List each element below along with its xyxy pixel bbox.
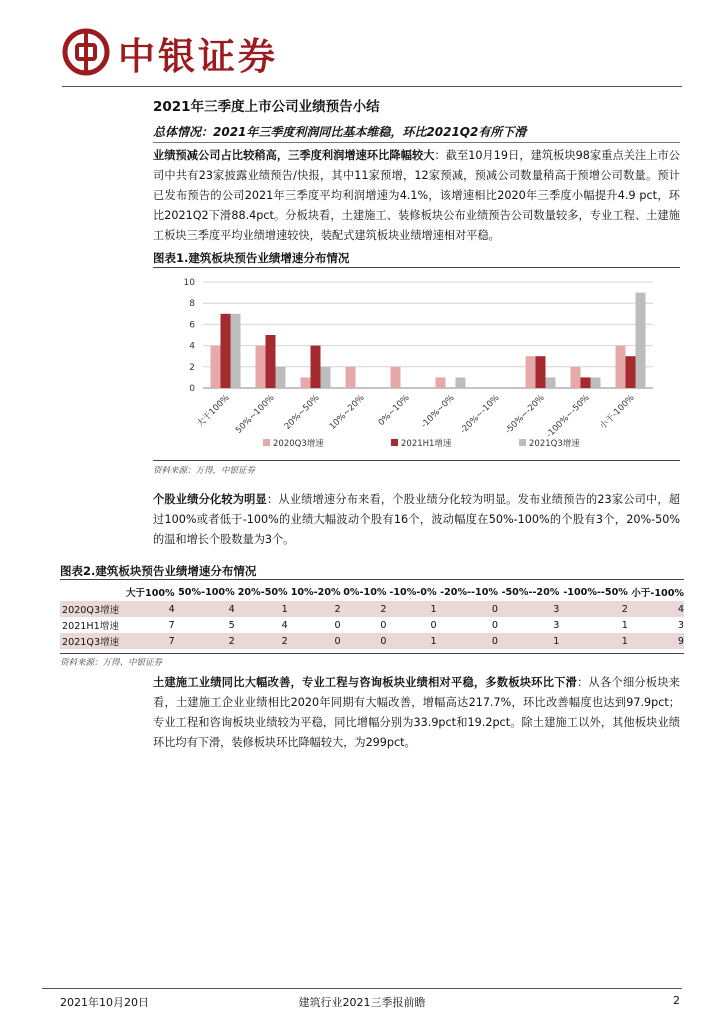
- footer-report-name: 建筑行业2021三季报前瞻: [298, 996, 426, 1009]
- table-cell: 4: [281, 619, 288, 631]
- bar: [616, 346, 626, 388]
- x-tick-label: 10%~20%: [327, 393, 367, 432]
- table-header-cell: -20%--10%: [440, 586, 498, 598]
- bar: [391, 367, 401, 388]
- paragraph-divergence: [153, 490, 680, 550]
- table-cell: 3: [677, 619, 684, 631]
- footer-divider: [42, 988, 682, 989]
- header-divider: [62, 86, 682, 87]
- table-row: [60, 601, 684, 617]
- table-cell: 4: [628, 601, 684, 617]
- y-tick-label: 10: [183, 278, 195, 288]
- bar: [456, 377, 466, 388]
- table-header-cell: 0%-10%: [343, 586, 387, 598]
- x-tick-label: 小于-100%: [598, 393, 637, 432]
- bar: [266, 335, 276, 388]
- bar: [526, 356, 536, 388]
- table-header-row: [60, 583, 684, 601]
- table-header-cell: -100%--50%: [563, 586, 628, 598]
- figure1-source: 资料来源：万得，中银证券: [153, 466, 256, 476]
- table-cell: 0: [437, 633, 498, 649]
- table-corner-cell: [60, 583, 123, 601]
- bar: [571, 367, 581, 388]
- x-tick-label: 20%~50%: [282, 393, 322, 432]
- bar: [321, 367, 331, 388]
- table-row-label: 2021H1增速: [62, 621, 119, 632]
- table-row-label: 2021Q3增速: [60, 633, 123, 649]
- table-row: [60, 633, 684, 649]
- bar: [301, 377, 311, 388]
- legend-swatch: [263, 439, 270, 446]
- table-header-cell: 20%-50%: [237, 586, 288, 598]
- bar-chart: [153, 268, 680, 458]
- paragraph-segments-body: ：从各个细分板块来看，土建施工企业业绩相比2020年同期有大幅改善，增幅高达217.7%，环比改善幅度也达到97.9pct；专业工程和咨询板块业绩较为平稳，同比增幅分别为33.9pct和19.2pct。除土建施工以外，其他板块业绩环比均有下滑，装修板块环比降幅较大，为299pct。: [153, 676, 680, 749]
- bank-of-china-logo-icon: [62, 28, 110, 76]
- x-tick-label: 大于100%: [195, 393, 232, 430]
- table-cell: 1: [621, 619, 628, 631]
- bar: [256, 346, 266, 388]
- table-cell: 2: [175, 633, 235, 649]
- table-cell: 2: [559, 601, 628, 617]
- y-tick-label: 4: [189, 341, 195, 352]
- table-cell: 4: [123, 601, 175, 617]
- table-cell: 0: [437, 601, 498, 617]
- figure2-bottom-rule: [60, 653, 684, 654]
- section-title: 2021年三季度上市公司业绩预告小结: [153, 99, 380, 115]
- table-header-cell: 小于-100%: [631, 588, 684, 599]
- table-header-cell: 10%-20%: [290, 586, 341, 598]
- table-cell: 9: [628, 633, 684, 649]
- footer-date: 2021年10月20日: [60, 996, 149, 1009]
- table-header-cell: -50%--20%: [501, 586, 560, 598]
- x-tick-label: -100%~-50%: [544, 393, 592, 441]
- table-cell: 4: [175, 601, 235, 617]
- distribution-table: [60, 583, 684, 649]
- table-row: [60, 617, 684, 633]
- legend-swatch: [519, 439, 526, 446]
- table-cell: 2: [341, 601, 387, 617]
- bar: [276, 367, 286, 388]
- table-cell: 1: [235, 601, 288, 617]
- paragraph-overview-body: ：截至10月19日，建筑板块98家重点关注上市公司中共有23家披露业绩预告/快报，其中11家预增，12家预减，预减公司数量稍高于预增公司数量。预计已发布预告的公司2021年三季度平均利润增速为4.1%，该增速相比2020年三季度小幅提升4.9 pct，环比2021Q2下滑88.4pct。分板块看，土建施工、装修板块公布业绩预告公司数量较多，专业工程、土建施工板块三季度平均业绩增速较快，装配式建筑板块业绩增速相对平稳。: [153, 149, 680, 242]
- bar: [581, 377, 591, 388]
- bar: [636, 293, 646, 388]
- figure2-top-rule: [60, 579, 684, 580]
- bar: [436, 377, 446, 388]
- figure1-bottom-rule: [153, 460, 680, 461]
- table-cell: 0: [430, 619, 437, 631]
- paragraph-segments: [153, 673, 680, 753]
- table-cell: 2: [288, 601, 341, 617]
- table-cell: 1: [559, 633, 628, 649]
- table-header-cell: 大于100%: [125, 588, 175, 599]
- table-cell: 7: [123, 633, 175, 649]
- figure2-source: 资料来源：万得、中银证券: [60, 658, 163, 668]
- bar: [546, 377, 556, 388]
- table-cell: 1: [386, 601, 436, 617]
- y-tick-label: 0: [189, 384, 195, 394]
- paragraph-overview-lead: 业绩预减公司占比较稍高，三季度利润增速环比降幅较大: [153, 149, 435, 162]
- table-row-label: 2020Q3增速: [60, 601, 123, 617]
- bar: [536, 356, 546, 388]
- legend-label: 2020Q3增速: [273, 439, 324, 449]
- bar: [221, 314, 231, 388]
- bar: [626, 356, 636, 388]
- table-cell: 0: [334, 619, 341, 631]
- table-cell: 1: [498, 633, 559, 649]
- y-tick-label: 8: [189, 299, 195, 310]
- table-cell: 1: [386, 633, 436, 649]
- paragraph-divergence-lead: 个股业绩分化较为明显: [153, 493, 267, 506]
- x-tick-label: 0%~10%: [376, 393, 412, 429]
- table-cell: 0: [491, 619, 498, 631]
- bar: [591, 377, 601, 388]
- bar: [211, 346, 221, 388]
- x-tick-label: -10%~0%: [419, 393, 457, 431]
- figure1-title: 图表1.建筑板块预告业绩增速分布情况: [153, 251, 350, 265]
- legend-label: 2021H1增速: [401, 439, 452, 449]
- subtitle: 总体情况：2021年三季度利润同比基本维稳，环比2021Q2有所下滑: [153, 125, 527, 139]
- table-header-cell: 50%-100%: [178, 586, 235, 598]
- x-tick-label: -50%~-20%: [503, 393, 547, 437]
- table-cell: 3: [498, 601, 559, 617]
- paragraph-divergence-body: ：从业绩增速分布来看，个股业绩分化较为明显。发布业绩预告的23家公司中，超过100%或者低于-100%的业绩大幅波动个股有16个，波动幅度在50%-100%的个股有3个，20%-50%的温和增长个股数量为3个。: [153, 493, 680, 546]
- y-tick-label: 2: [189, 362, 195, 373]
- bar: [311, 346, 321, 388]
- paragraph-overview: [153, 146, 680, 246]
- table-cell: 0: [288, 633, 341, 649]
- table-cell: 2: [235, 633, 288, 649]
- x-tick-label: 50%~100%: [233, 393, 277, 436]
- table-header-cell: -10%-0%: [389, 586, 437, 598]
- legend-label: 2021Q3增速: [529, 439, 580, 449]
- table-cell: 0: [341, 633, 387, 649]
- x-tick-label: -20%~-10%: [458, 393, 502, 437]
- table-cell: 0: [380, 619, 387, 631]
- subtitle-divider: [153, 142, 680, 143]
- y-tick-label: 6: [189, 320, 195, 331]
- figure2-title: 图表2.建筑板块预告业绩增速分布情况: [60, 564, 257, 578]
- bar: [346, 367, 356, 388]
- legend-swatch: [391, 439, 398, 446]
- page-number: 2: [673, 994, 680, 1007]
- table-cell: 3: [553, 619, 560, 631]
- table-cell: 7: [168, 619, 175, 631]
- table-cell: 5: [228, 619, 235, 631]
- bar: [231, 314, 241, 388]
- brand-name: 中银证券: [118, 34, 278, 78]
- paragraph-segments-lead: 土建施工业绩同比大幅改善，专业工程与咨询板块业绩相对平稳，多数板块环比下滑: [153, 676, 578, 689]
